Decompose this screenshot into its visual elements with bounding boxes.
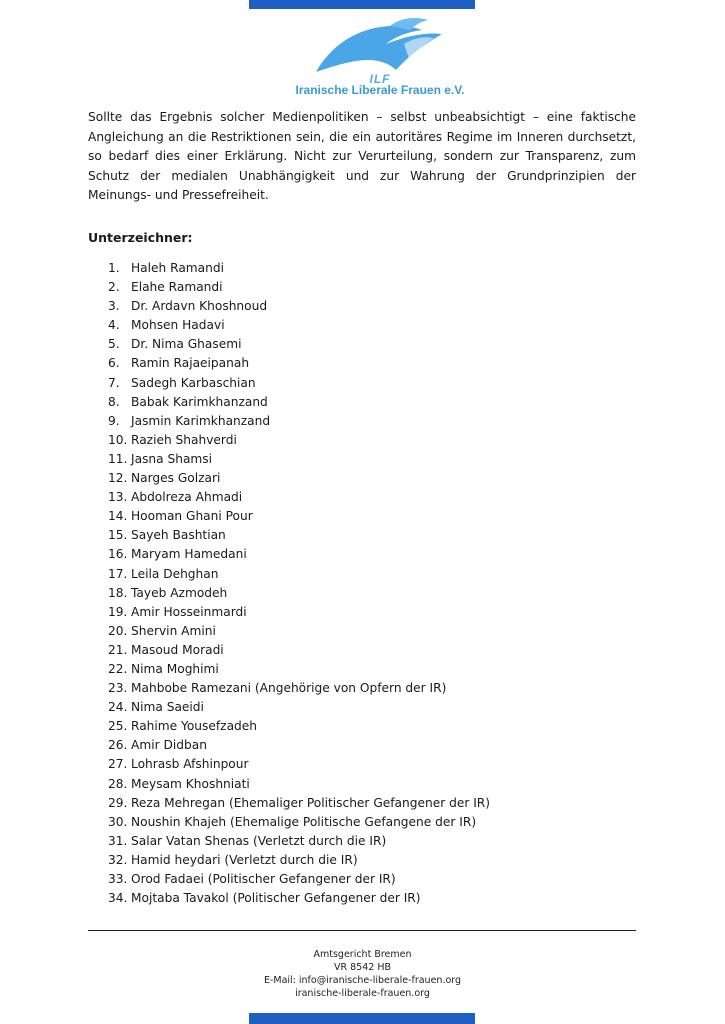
organization-name: Iranische Liberale Frauen e.V. <box>295 83 465 97</box>
signer-name: Leila Dehghan <box>131 566 219 581</box>
signer-item <box>88 297 648 316</box>
signer-name: Mahbobe Ramezani (Angehörige von Opfern der IR) <box>131 681 447 696</box>
signer-name: Amir Didban <box>131 738 207 753</box>
signer-name: Reza Mehregan (Ehemaliger Politischer Gefangener der IR) <box>131 795 491 810</box>
signer-item <box>88 698 648 717</box>
signer-item <box>88 794 648 813</box>
signer-name: Nima Saeidi <box>131 700 204 715</box>
signer-number: 2. <box>108 280 120 295</box>
signer-item <box>88 889 648 908</box>
signer-name: Shervin Amini <box>131 623 216 638</box>
signer-item <box>88 565 648 584</box>
signer-number: 25. <box>108 719 128 734</box>
signer-number: 13. <box>108 490 128 505</box>
signer-number: 18. <box>108 585 128 600</box>
signer-number: 3. <box>108 299 120 314</box>
signer-item <box>88 412 648 431</box>
signer-item <box>88 813 648 832</box>
signer-number: 34. <box>108 891 128 906</box>
signer-name: Noushin Khajeh (Ehemalige Politische Gefangene der IR) <box>131 814 477 829</box>
signer-item <box>88 374 648 393</box>
signer-name: Hooman Ghani Pour <box>131 509 253 524</box>
footer-divider <box>88 930 636 931</box>
signer-name: Mohsen Hadavi <box>131 318 225 333</box>
signer-name: Maryam Hamedani <box>131 547 247 562</box>
signer-item <box>88 450 648 469</box>
signer-number: 21. <box>108 642 128 657</box>
signer-item <box>88 431 648 450</box>
signer-name: Haleh Ramandi <box>131 261 224 275</box>
signer-name: Hamid heydari (Verletzt durch die IR) <box>131 852 358 867</box>
signer-number: 9. <box>108 413 120 428</box>
signer-number: 30. <box>108 814 128 829</box>
signer-name: Mojtaba Tavakol (Politischer Gefangener der IR) <box>131 891 421 906</box>
signer-name: Sadegh Karbaschian <box>131 375 256 390</box>
signer-number: 32. <box>108 852 128 867</box>
signer-number: 23. <box>108 681 128 696</box>
signer-name: Tayeb Azmodeh <box>131 585 228 600</box>
footer <box>0 948 725 1000</box>
signer-number: 7. <box>108 375 120 390</box>
signer-number: 28. <box>108 776 128 791</box>
signer-number: 26. <box>108 738 128 753</box>
signer-item <box>88 469 648 488</box>
signer-item <box>88 488 648 507</box>
footer-accent-bar <box>249 1013 475 1024</box>
signer-item <box>88 870 648 889</box>
signer-item <box>88 679 648 698</box>
signer-number: 22. <box>108 661 128 676</box>
header-accent-bar <box>249 0 475 9</box>
signer-item <box>88 393 648 412</box>
signer-item <box>88 641 648 660</box>
signer-name: Razieh Shahverdi <box>131 432 237 447</box>
signer-number: 19. <box>108 604 128 619</box>
bird-wing-logo-icon <box>310 14 450 76</box>
footer-website[interactable]: iranische-liberale-frauen.org <box>295 988 430 999</box>
signer-item <box>88 526 648 545</box>
signer-number: 20. <box>108 623 128 638</box>
signer-number: 33. <box>108 872 128 886</box>
signer-name: Masoud Moradi <box>131 642 224 657</box>
signer-number: 12. <box>108 471 128 486</box>
signer-number: 10. <box>108 432 128 447</box>
signer-name: Babak Karimkhanzand <box>131 394 268 409</box>
signer-number: 17. <box>108 566 128 581</box>
signer-name: Elahe Ramandi <box>131 280 223 295</box>
signer-item <box>88 584 648 603</box>
signer-number: 8. <box>108 394 120 409</box>
signer-number: 11. <box>108 451 128 466</box>
signer-name: Sayeh Bashtian <box>131 528 226 543</box>
intro-paragraph: Sollte das Ergebnis solcher Medienpolitiken – selbst unbeabsichtigt – eine faktische Angleichung an die Restriktionen sein, die ein autoritäres Regime im Inneren durchsetzt, so bedarf dies einer Erklärung. Nicht zur Verurteilung, sondern zur Transparenz, zum Schutz der medialen Unabhängigkeit und zur Wahrung der Grundprinzipien der Meinungs- und Pressefreiheit. <box>88 110 636 202</box>
signer-item <box>88 736 648 755</box>
signer-number: 27. <box>108 757 128 772</box>
signer-item <box>88 316 648 335</box>
signer-item <box>88 622 648 641</box>
signer-number: 29. <box>108 795 128 810</box>
logo-abbreviation: ILF <box>369 72 391 86</box>
signer-number: 16. <box>108 547 128 562</box>
signer-name: Nima Moghimi <box>131 661 219 676</box>
signer-number: 6. <box>108 356 120 371</box>
signer-name: Lohrasb Afshinpour <box>131 757 249 772</box>
signers-list <box>88 259 648 908</box>
signer-name: Narges Golzari <box>131 471 221 486</box>
signer-number: 1. <box>108 261 120 275</box>
signer-item <box>88 278 648 297</box>
signer-item <box>88 603 648 622</box>
signer-name: Ramin Rajaeipanah <box>131 356 250 371</box>
signer-item <box>88 660 648 679</box>
signer-item <box>88 851 648 870</box>
signers-heading: Unterzeichner: <box>88 230 193 245</box>
signer-item <box>88 755 648 774</box>
signer-number: 5. <box>108 337 120 352</box>
signer-name: Abdolreza Ahmadi <box>131 490 243 505</box>
signer-item <box>88 507 648 526</box>
signer-number: 15. <box>108 528 128 543</box>
footer-email[interactable]: E-Mail: info@iranische-liberale-frauen.org <box>263 975 462 986</box>
signer-number: 31. <box>108 833 128 848</box>
signer-item <box>88 775 648 794</box>
signer-item <box>88 259 648 278</box>
signer-name: Rahime Yousefzadeh <box>131 719 257 734</box>
signer-name: Amir Hosseinmardi <box>131 604 247 619</box>
organization-logo <box>290 14 465 97</box>
footer-court: Amtsgericht Bremen <box>313 949 412 960</box>
signer-name: Orod Fadaei (Politischer Gefangener der IR) <box>131 872 396 886</box>
signer-name: Dr. Ardavn Khoshnoud <box>131 299 268 314</box>
signer-item <box>88 832 648 851</box>
footer-register: VR 8542 HB <box>334 962 391 973</box>
signer-name: Salar Vatan Shenas (Verletzt durch die IR) <box>131 833 387 848</box>
signer-number: 24. <box>108 700 128 715</box>
signer-number: 14. <box>108 509 128 524</box>
signer-name: Meysam Khoshniati <box>131 776 250 791</box>
signer-name: Jasmin Karimkhanzand <box>131 413 271 428</box>
signer-item <box>88 717 648 736</box>
signer-number: 4. <box>108 318 120 333</box>
signer-name: Dr. Nima Ghasemi <box>131 337 242 352</box>
signer-item <box>88 545 648 564</box>
signer-item <box>88 354 648 373</box>
signer-item <box>88 335 648 354</box>
signer-name: Jasna Shamsi <box>131 451 213 466</box>
